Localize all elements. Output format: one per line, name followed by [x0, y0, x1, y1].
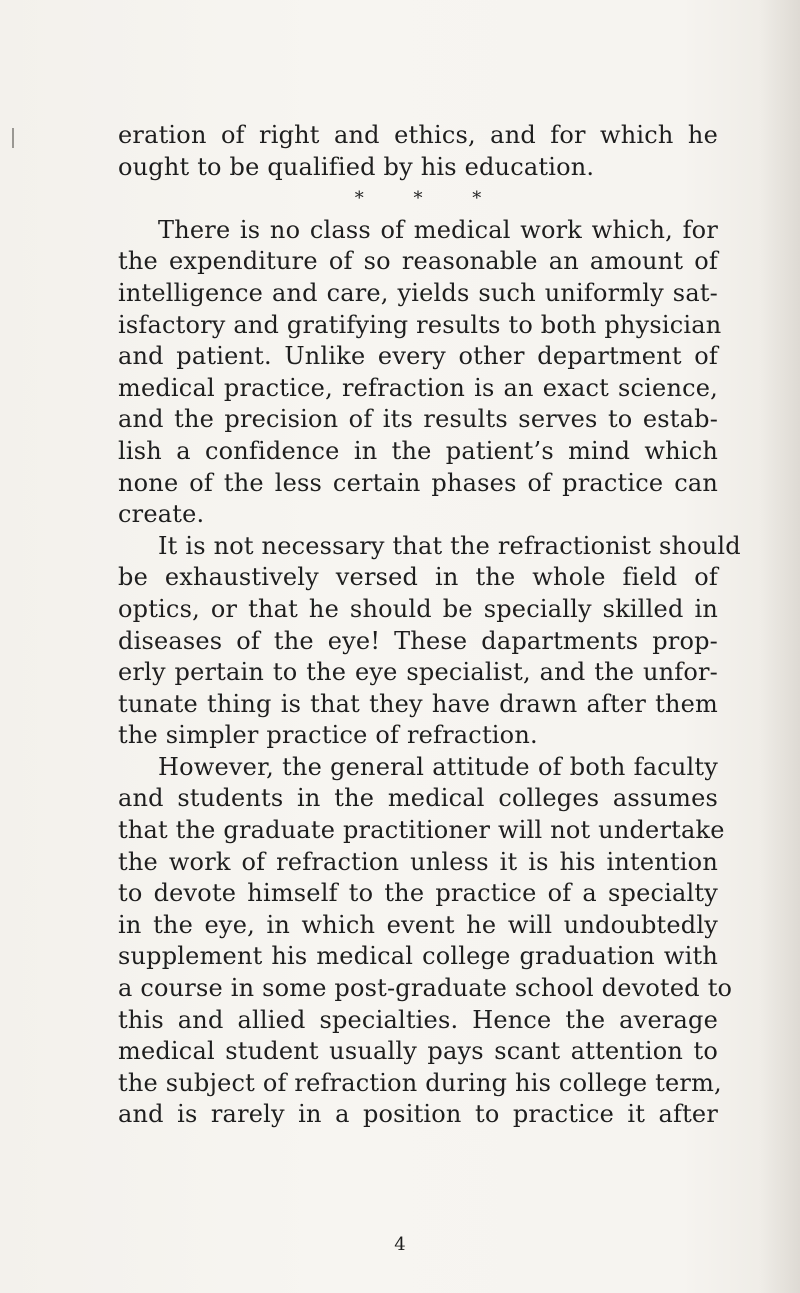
- text-line: create.: [118, 500, 205, 529]
- page-number: 4: [394, 1234, 406, 1255]
- section-break-stars: * * *: [354, 188, 504, 210]
- text-line: and students in the medical colleges assumes: [118, 784, 718, 813]
- text-line: intelligence and care, yields such uniformly sat-: [118, 278, 718, 307]
- text-line: diseases of the eye! These dapartments prop-: [118, 626, 718, 655]
- paragraph-start-line: However, the general attitude of both faculty: [158, 752, 718, 781]
- text-line: that the graduate practitioner will not undertake: [118, 816, 725, 845]
- margin-mark: [12, 128, 14, 148]
- text-line: tunate thing is that they have drawn after them: [118, 689, 718, 718]
- paragraph-start-line: There is no class of medical work which, for: [158, 215, 718, 244]
- text-line: ought to be qualified by his education.: [118, 152, 595, 181]
- paragraph-start-line: It is not necessary that the refractionist should: [158, 531, 741, 560]
- text-line: none of the less certain phases of practice can: [118, 468, 718, 497]
- text-line: erly pertain to the eye specialist, and the unfor-: [118, 658, 718, 687]
- text-line: lish a confidence in the patient’s mind which: [118, 436, 718, 465]
- text-line: the subject of refraction during his college term,: [118, 1068, 722, 1097]
- text-line: this and allied specialties. Hence the average: [118, 1005, 718, 1034]
- text-line: isfactory and gratifying results to both physician: [118, 310, 722, 339]
- text-line: the work of refraction unless it is his intention: [118, 847, 718, 876]
- text-line: a course in some post-graduate school devoted to: [118, 974, 733, 1003]
- body-text: [118, 120, 741, 1131]
- text-line: medical practice, refraction is an exact science,: [118, 373, 718, 402]
- text-line: supplement his medical college graduation with: [118, 942, 718, 971]
- text-line: be exhaustively versed in the whole field of: [118, 563, 718, 592]
- text-line: optics, or that he should be specially skilled in: [118, 594, 718, 623]
- text-line: and is rarely in a position to practice it after: [118, 1100, 718, 1129]
- text-line: and patient. Unlike every other department of: [118, 342, 718, 371]
- text-line: eration of right and ethics, and for which he: [118, 121, 718, 149]
- text-line: the simpler practice of refraction.: [118, 721, 538, 750]
- text-line: medical student usually pays scant attention to: [118, 1037, 718, 1066]
- text-line: the expenditure of so reasonable an amount of: [118, 247, 718, 276]
- text-line: to devote himself to the practice of a specialty: [118, 879, 718, 908]
- text-line: in the eye, in which event he will undoubtedly: [118, 910, 718, 939]
- page-edge-shadow: [760, 0, 800, 1293]
- text-line: and the precision of its results serves to estab-: [118, 405, 718, 434]
